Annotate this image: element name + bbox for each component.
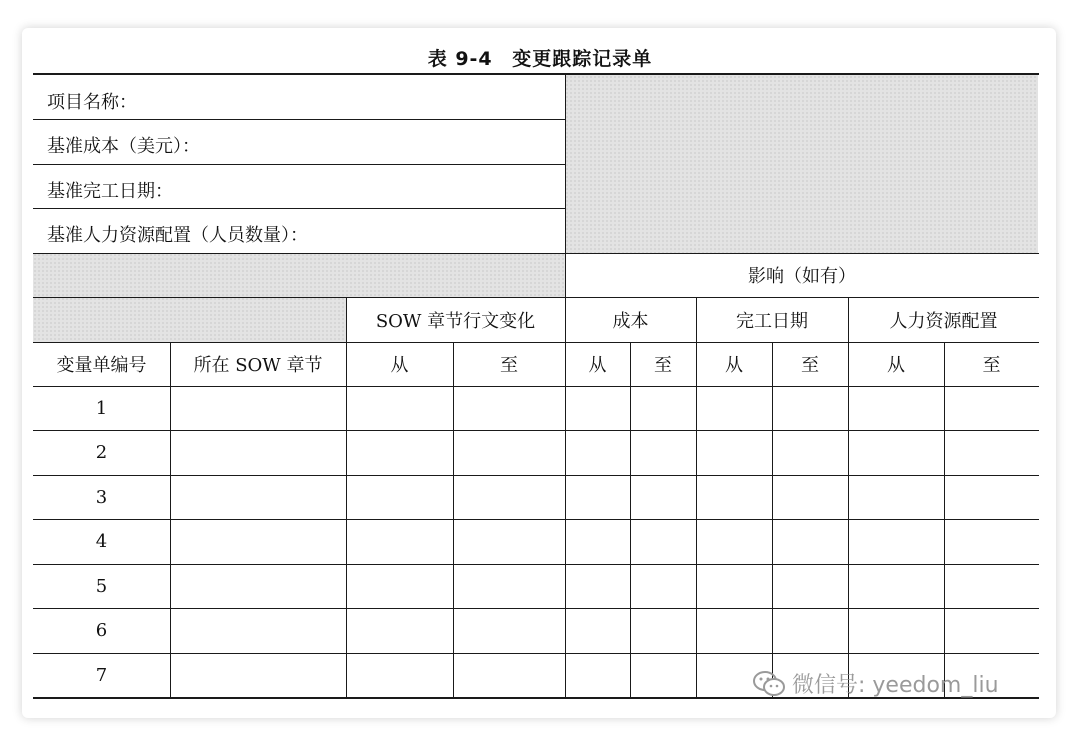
group-header-cost: 成本	[612, 310, 649, 332]
column-header-staff-to: 至	[982, 355, 1001, 376]
column-header-change-id: 变量单编号	[56, 355, 147, 376]
table-name: 变更跟踪记录单	[512, 48, 653, 70]
group-header-sow-text-change: SOW 章节行文变化	[375, 310, 536, 332]
column-header-cost-to: 至	[654, 355, 672, 376]
shaded-area-top-right	[565, 75, 1038, 253]
impact-header: 影响（如有）	[748, 266, 856, 287]
column-header-sow-section: 所在 SOW 章节	[193, 355, 323, 376]
column-header-date-to: 至	[801, 355, 819, 376]
project-name-label: 项目名称：	[47, 92, 137, 113]
column-header-sow-from: 从	[390, 355, 409, 376]
wechat-icon	[752, 670, 786, 698]
baseline-staffing-label: 基准人力资源配置（人员数量）：	[47, 225, 308, 246]
baseline-finish-date-label: 基准完工日期：	[47, 181, 173, 202]
row-number-1: 1	[95, 397, 108, 419]
row-number-6: 6	[95, 620, 108, 641]
baseline-cost-label: 基准成本（美元）：	[47, 136, 200, 157]
group-header-finish-date: 完工日期	[736, 310, 808, 332]
row-number-7: 7	[95, 664, 108, 686]
table-title	[0, 44, 1080, 71]
row-number-2: 2	[95, 442, 108, 463]
table-number: 表 9-4	[427, 48, 493, 70]
column-header-date-from: 从	[725, 355, 743, 376]
row-number-5: 5	[95, 575, 108, 597]
column-header-cost-from: 从	[588, 355, 607, 376]
row-number-3: 3	[95, 486, 108, 508]
shaded-area-header-left	[33, 297, 346, 342]
row-number-4: 4	[95, 531, 108, 552]
group-header-staffing: 人力资源配置	[889, 310, 998, 332]
column-header-sow-to: 至	[500, 355, 518, 376]
column-header-staff-from: 从	[887, 355, 905, 376]
shaded-area-mid-left	[33, 253, 565, 297]
watermark	[752, 668, 999, 699]
watermark-text: 微信号: yeedom_liu	[792, 673, 999, 698]
